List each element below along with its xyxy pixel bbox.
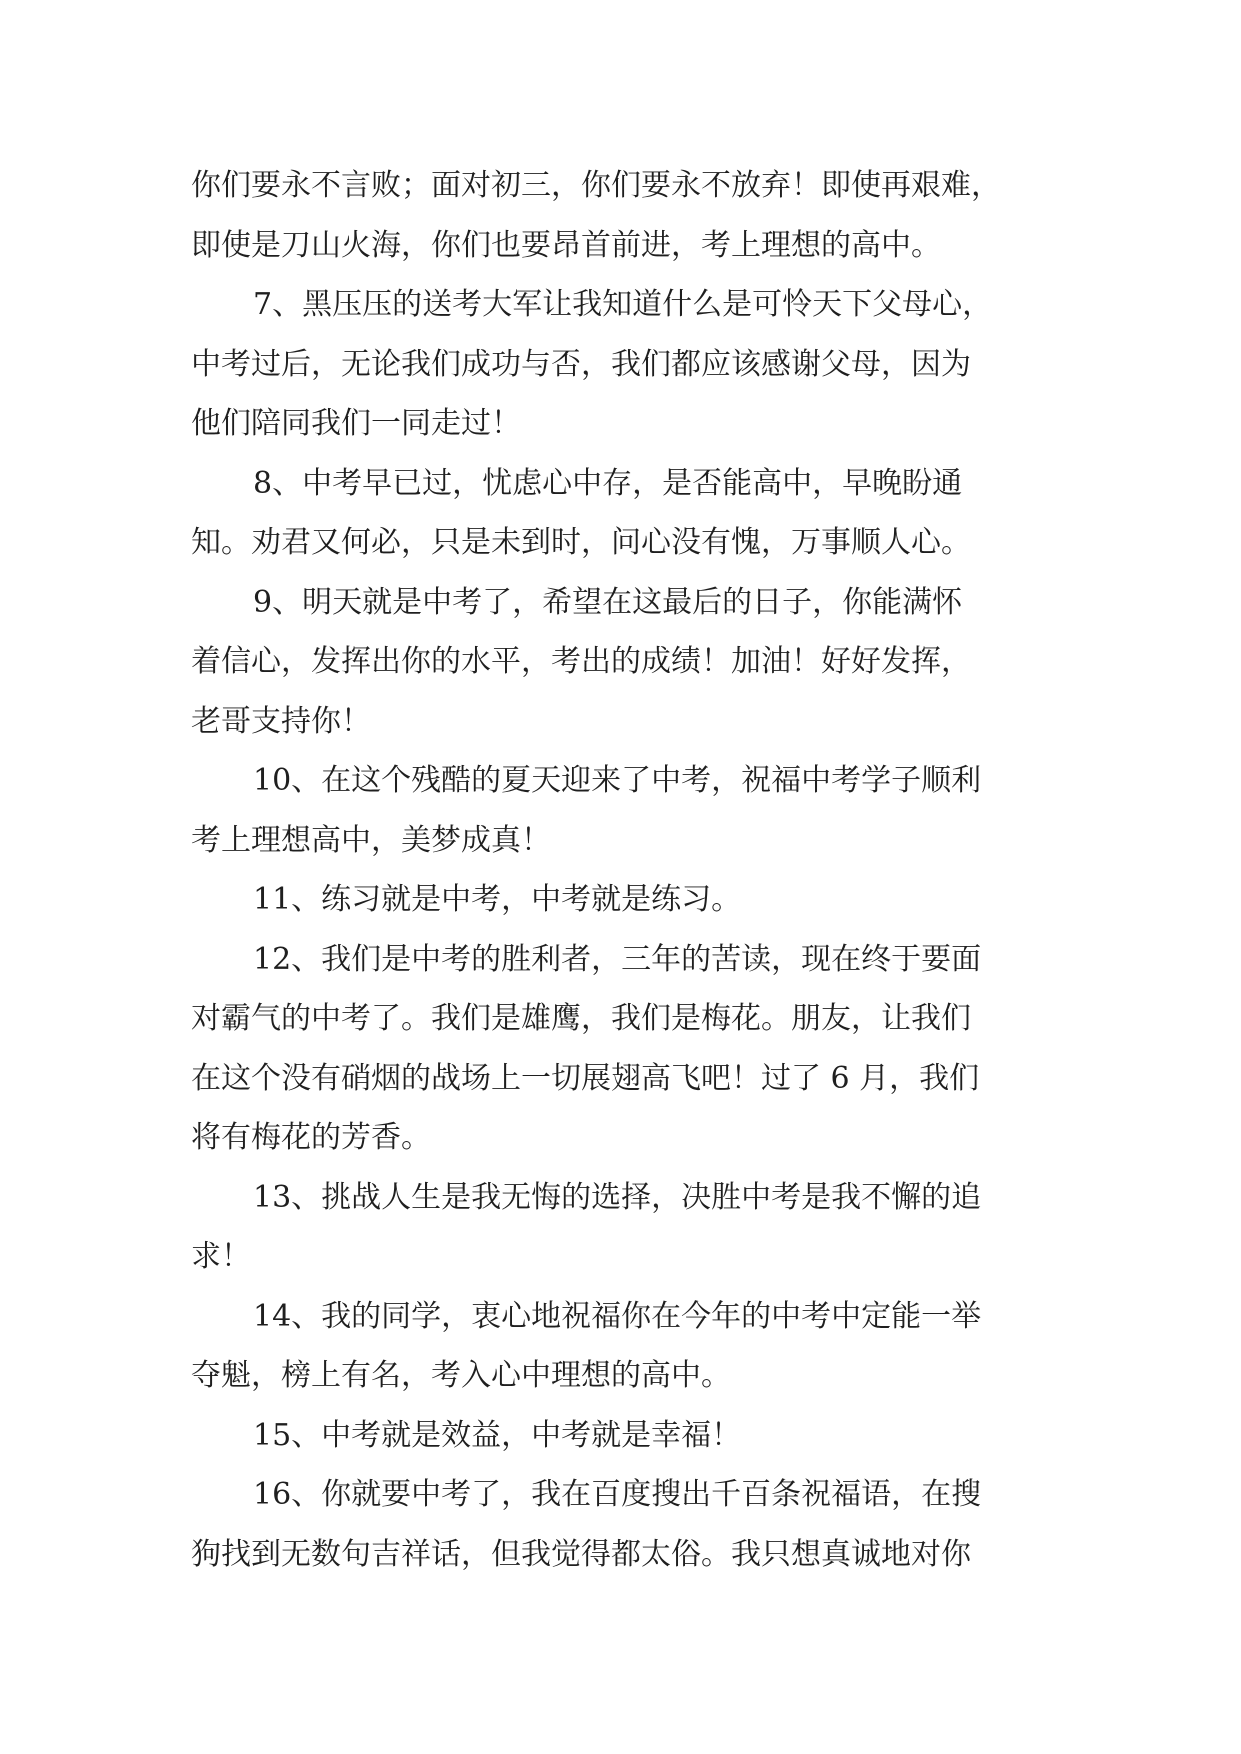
text-line: 对霸气的中考了。我们是雄鹰，我们是梅花。朋友，让我们: [191, 1001, 971, 1036]
text-line: 15、中考就是效益，中考就是幸福！: [253, 1417, 742, 1453]
text-line: 着信心，发挥出你的水平，考出的成绩！加油！好好发挥，: [191, 644, 971, 679]
paragraph: [191, 454, 1061, 573]
paragraph: [191, 1406, 1061, 1466]
paragraph: [191, 751, 1061, 870]
text-line: 8、中考早已过，忧虑心中存，是否能高中，早晚盼通: [253, 465, 963, 501]
text-line: 求！: [191, 1239, 251, 1274]
paragraph: [191, 930, 1061, 1168]
text-line: 在这个没有硝烟的战场上一切展翅高飞吧！过了 6 月，我们: [191, 1060, 980, 1096]
text-line: 9、明天就是中考了，希望在这最后的日子，你能满怀: [253, 584, 963, 620]
text-line: 你们要永不言败；面对初三，你们要永不放弃！即使再艰难，: [191, 168, 1001, 203]
text-line: 7、黑压压的送考大军让我知道什么是可怜天下父母心，: [253, 287, 993, 322]
text-line: 11、练习就是中考，中考就是练习。: [253, 882, 742, 917]
text-line: 10、在这个残酷的夏天迎来了中考，祝福中考学子顺利: [253, 763, 982, 798]
paragraph: [191, 275, 1061, 454]
text-line: 13、挑战人生是我无悔的选择，决胜中考是我不懈的追: [253, 1179, 982, 1215]
text-line: 狗找到无数句吉祥话，但我觉得都太俗。我只想真诚地对你: [191, 1536, 971, 1572]
text-line: 他们陪同我们一同走过！: [191, 406, 521, 441]
text-line: 知。劝君又何必，只是未到时，问心没有愧，万事顺人心。: [191, 525, 971, 560]
text-line: 考上理想高中，美梦成真！: [191, 822, 551, 858]
text-line: 中考过后，无论我们成功与否，我们都应该感谢父母，因为: [191, 346, 971, 382]
text-line: 夺魁，榜上有名，考入心中理想的高中。: [191, 1358, 731, 1393]
text-line: 12、我们是中考的胜利者，三年的苦读，现在终于要面: [253, 941, 982, 977]
text-line: 16、你就要中考了，我在百度搜出千百条祝福语，在搜: [253, 1477, 982, 1512]
paragraph: [191, 1287, 1061, 1406]
paragraph: [191, 1465, 1061, 1584]
text-line: 即使是刀山火海，你们也要昂首前进，考上理想的高中。: [191, 227, 941, 263]
text-line: 14、我的同学，衷心地祝福你在今年的中考中定能一举: [253, 1298, 982, 1334]
paragraph: [191, 156, 1061, 275]
document-body: [191, 156, 1061, 1584]
paragraph: [191, 1168, 1061, 1287]
paragraph: [191, 870, 1061, 930]
text-line: 将有梅花的芳香。: [191, 1120, 431, 1155]
paragraph: [191, 573, 1061, 752]
text-line: 老哥支持你！: [191, 703, 371, 739]
